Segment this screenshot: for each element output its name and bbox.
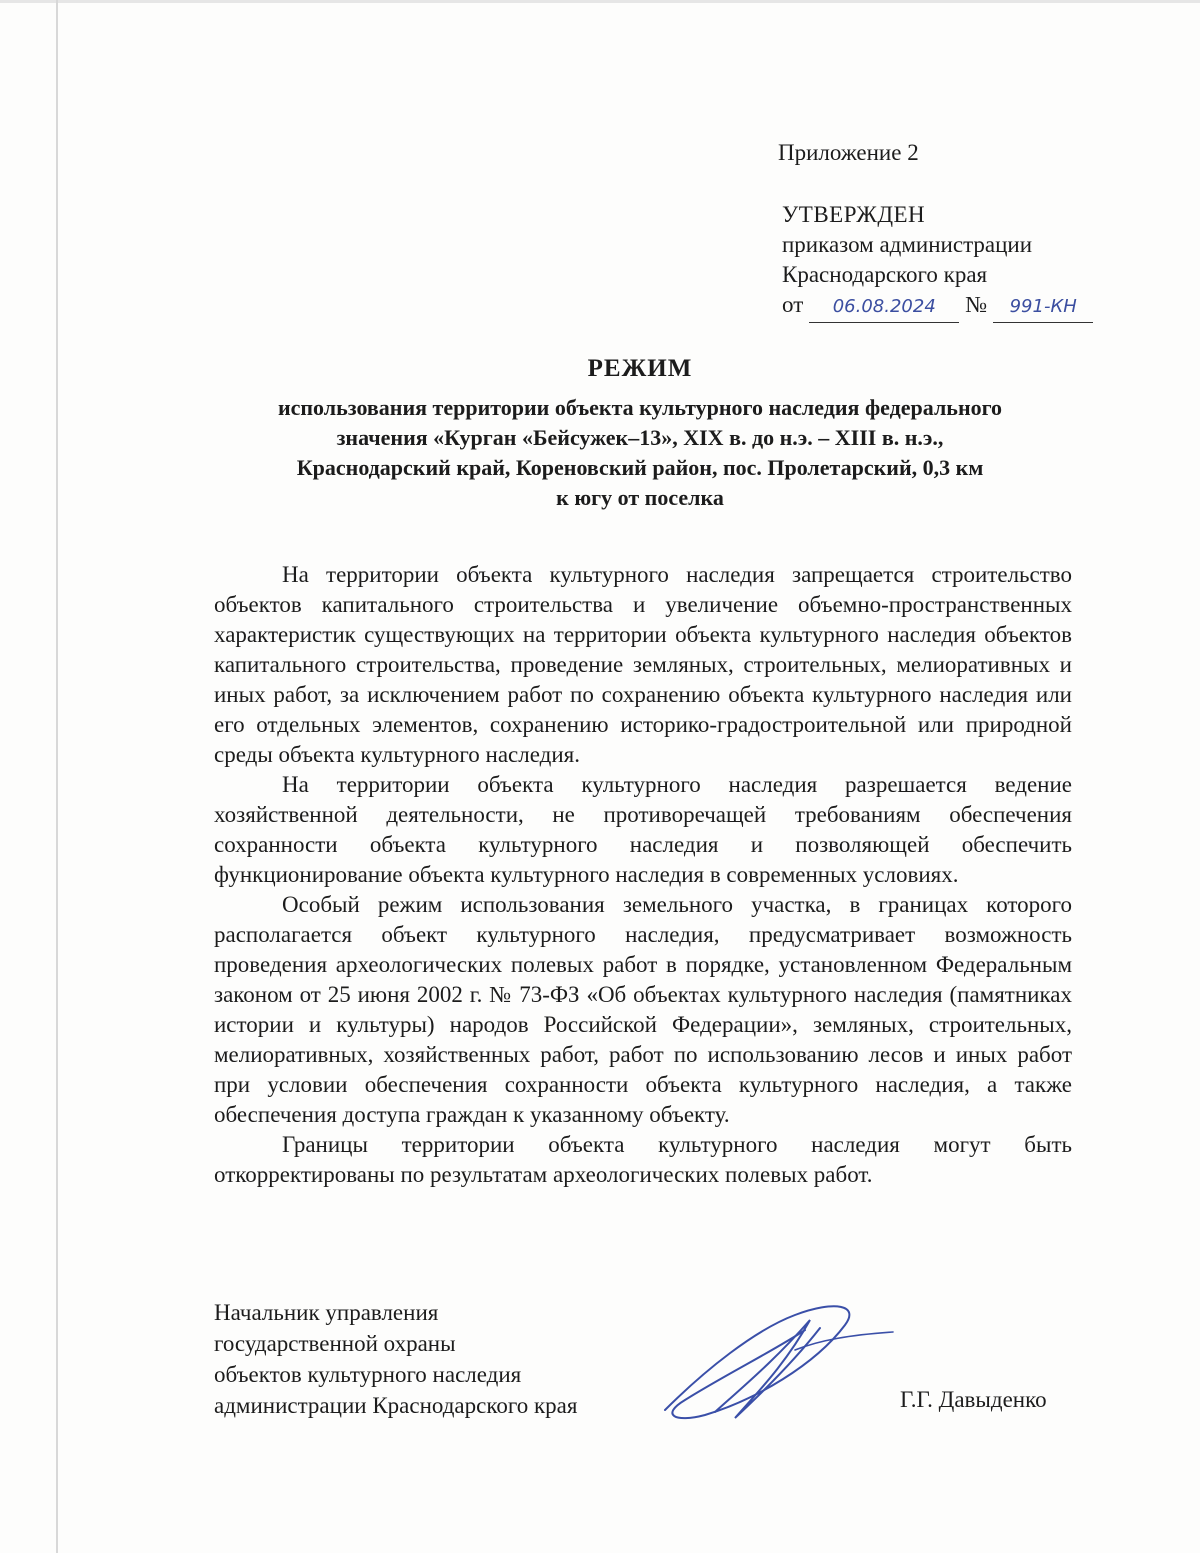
scan-edge-top — [0, 0, 1200, 3]
title-main: РЕЖИМ — [587, 355, 693, 382]
title-line-1: использования территории объекта культурного наследия федерального — [277, 395, 1003, 420]
position-line-4: администрации Краснодарского края — [214, 1393, 578, 1418]
order-line-2: Краснодарского края — [782, 262, 988, 287]
position-line-3: объектов культурного наследия — [214, 1362, 522, 1387]
position-line-2: государственной охраны — [214, 1331, 456, 1356]
handwritten-date: 06.08.2024 — [809, 292, 959, 323]
signatory-name: Г.Г. Давыденко — [900, 1387, 1047, 1412]
from-label: от — [782, 292, 804, 317]
handwritten-signature — [645, 1290, 905, 1430]
approval-block — [782, 200, 1093, 323]
paragraph-1: На территории объекта культурного наследия запрещается строительство объектов капитального строительства и увеличение объемно-пространственных характеристик существующих на территории объекта культурного наследия объектов капитального строительства, проведение земляных, строительных, мелиоративных и иных работ, за исключением работ по сохранению объекта культурного наследия или его отдельных элементов, сохранению историко-градостроительной или природной среды объекта культурного наследия. — [214, 562, 1072, 767]
paragraph-4: Границы территории объекта культурного наследия могут быть откорректированы по результатам археологических полевых работ. — [214, 1132, 1072, 1187]
approved-label: УТВЕРЖДЕН — [782, 202, 926, 227]
document-title — [200, 355, 1080, 513]
title-line-3: Краснодарский край, Кореновский район, пос. Пролетарский, 0,3 км — [296, 455, 984, 480]
order-date-number-line — [782, 290, 1093, 323]
paragraph-3: Особый режим использования земельного участка, в границах которого располагается объект культурного наследия, предусматривает возможность проведения археологических полевых работ в порядке, установленном Федеральным законом от 25 июня 2002 г. № 73-ФЗ «Об объектах культурного наследия (памятниках истории и культуры) народов Российской Федерации», земляных, строительных, мелиоративных, хозяйственных работ, работ по использованию лесов и иных работ при условии обеспечения сохранности объекта культурного наследия, а также обеспечения доступа граждан к указанному объекту. — [214, 892, 1072, 1127]
position-line-1: Начальник управления — [214, 1300, 439, 1325]
document-body — [214, 560, 1072, 1190]
paragraph-2: На территории объекта культурного наследия разрешается ведение хозяйственной деятельности, не противоречащей требованиям обеспечения сохранности объекта культурного наследия и позволяющей обеспечить функционирование объекта культурного наследия в современных условиях. — [214, 772, 1072, 887]
signatory-position — [214, 1297, 577, 1421]
handwritten-number: 991-КН — [993, 292, 1093, 323]
title-line-4: к югу от поселка — [556, 485, 724, 510]
scan-edge-left — [56, 0, 58, 1553]
order-line-1: приказом администрации — [782, 232, 1033, 257]
number-label: № — [965, 292, 988, 317]
appendix-label: Приложение 2 — [778, 140, 919, 165]
title-line-2: значения «Курган «Бейсужек–13», XIX в. до н.э. – XIII в. н.э., — [336, 425, 944, 450]
